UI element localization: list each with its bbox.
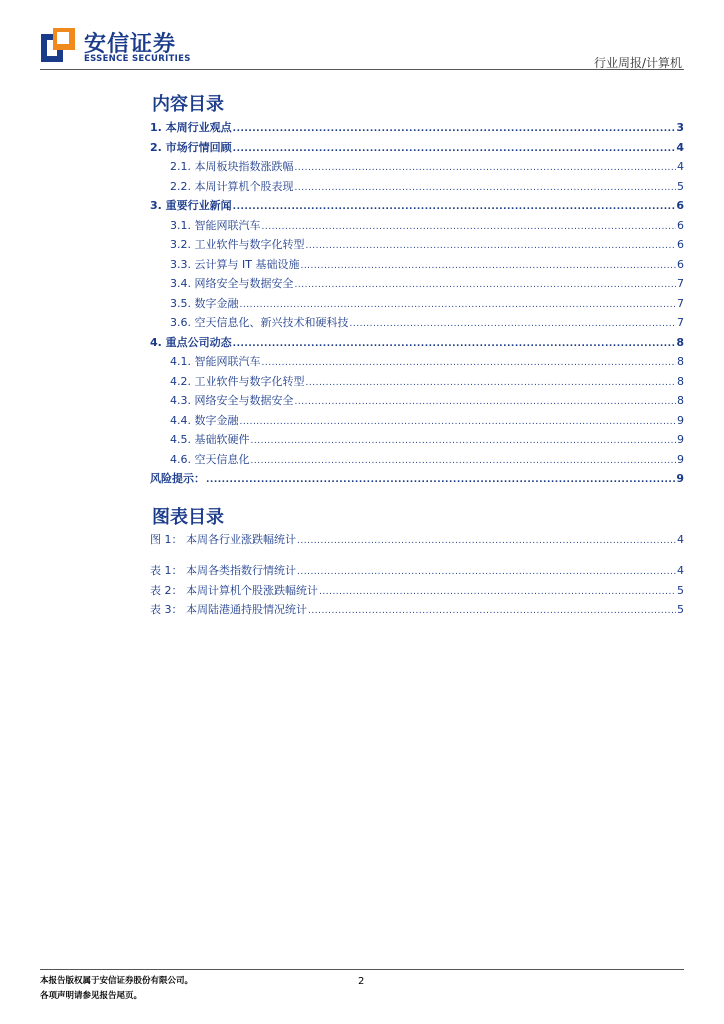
toc-entry-page: 9 xyxy=(677,413,684,427)
dot-leader xyxy=(240,414,677,427)
toc-entry-page: 4 xyxy=(677,160,684,173)
toc-entry[interactable] xyxy=(150,431,684,449)
toc-entry-page: 9 xyxy=(677,433,684,446)
toc-entry[interactable] xyxy=(150,178,684,196)
toc-entry-label: 3.5. 数字金融 xyxy=(170,296,239,310)
figure-entry[interactable] xyxy=(150,531,684,549)
toc-entry-page: 9 xyxy=(677,452,684,466)
toc-entry-page: 7 xyxy=(677,296,684,310)
toc-entry-page: 7 xyxy=(677,277,684,290)
logo-english-name: ESSENCE SECURITIES xyxy=(84,54,191,64)
toc-entry[interactable] xyxy=(150,314,684,332)
toc-entry-label: 2. 市场行情回顾 xyxy=(150,140,232,154)
dot-leader xyxy=(308,603,676,616)
dot-leader xyxy=(251,433,677,446)
toc-entry[interactable] xyxy=(150,451,684,469)
toc-entry[interactable] xyxy=(150,295,684,313)
dot-leader xyxy=(306,238,677,251)
toc-entry-page: 7 xyxy=(677,316,684,329)
toc-entry[interactable] xyxy=(150,119,684,137)
figure-entry-page: 4 xyxy=(677,533,684,546)
dot-leader xyxy=(295,180,677,193)
figure-entry-page: 4 xyxy=(677,564,684,577)
footer-notice: 各项声明请参见报告尾页。 xyxy=(40,991,143,1001)
figure-entry-label: 图 1： 本周各行业涨跌幅统计 xyxy=(150,533,296,546)
toc-entry-label: 风险提示： xyxy=(150,472,205,485)
essence-logo-icon xyxy=(41,28,75,62)
toc-entry[interactable] xyxy=(150,334,684,352)
toc-entry[interactable] xyxy=(150,236,684,254)
toc-entry[interactable] xyxy=(150,158,684,176)
toc-entry-label: 4. 重点公司动态 xyxy=(150,335,232,349)
dot-leader xyxy=(233,336,676,349)
toc-entry[interactable] xyxy=(150,392,684,410)
dot-leader xyxy=(262,355,677,368)
toc-entry[interactable] xyxy=(150,373,684,391)
header-divider xyxy=(40,69,684,70)
toc-entry-label: 4.1. 智能网联汽车 xyxy=(170,355,261,368)
figure-entry-label: 表 1： 本周各类指数行情统计 xyxy=(150,564,296,577)
figure-entry-label: 表 3： 本周陆港通持股情况统计 xyxy=(150,603,307,616)
toc-entry-label: 1. 本周行业观点 xyxy=(150,121,232,134)
figure-entry[interactable] xyxy=(150,562,684,580)
toc-entry[interactable] xyxy=(150,139,684,157)
toc-entry-label: 4.2. 工业软件与数字化转型 xyxy=(170,374,305,388)
toc-entry-page: 8 xyxy=(677,394,684,407)
toc-entry-label: 4.6. 空天信息化 xyxy=(170,452,250,466)
footer-disclaimer xyxy=(40,974,193,1004)
toc-entry-page: 8 xyxy=(676,335,684,349)
report-type: 行业周报/计算机 xyxy=(593,56,682,70)
toc-entry-label: 4.4. 数字金融 xyxy=(170,413,239,427)
toc-entry-page: 5 xyxy=(677,179,684,193)
dot-leader xyxy=(206,472,675,485)
toc-entry-page: 4 xyxy=(676,140,684,154)
toc-entry[interactable] xyxy=(150,256,684,274)
toc-entry[interactable] xyxy=(150,275,684,293)
toc-entry-page: 3 xyxy=(676,121,684,134)
dot-leader xyxy=(251,453,677,466)
dot-leader xyxy=(240,297,677,310)
figure-entry[interactable] xyxy=(150,601,684,619)
dot-leader xyxy=(297,533,676,546)
toc-entry[interactable] xyxy=(150,353,684,371)
dot-leader xyxy=(233,199,676,212)
toc-entry-label: 3.1. 智能网联汽车 xyxy=(170,218,261,232)
page-number: 2 xyxy=(358,976,365,987)
toc-entry-page: 6 xyxy=(677,238,684,251)
footer-divider xyxy=(40,969,684,970)
page-header xyxy=(0,0,724,72)
toc-entry-page: 6 xyxy=(677,218,684,232)
figure-entry[interactable] xyxy=(150,582,684,600)
toc-entry-page: 6 xyxy=(677,257,684,271)
dot-leader xyxy=(295,160,677,173)
toc-entry-label: 3.3. 云计算与 IT 基础设施 xyxy=(170,257,300,271)
dot-leader xyxy=(233,141,676,154)
footer-copyright: 本报告版权属于安信证券股份有限公司。 xyxy=(40,976,194,986)
dot-leader xyxy=(300,258,676,271)
toc-entry-page: 6 xyxy=(676,199,684,212)
toc-entry-label: 3. 重要行业新闻 xyxy=(150,199,232,212)
toc-entry-page: 9 xyxy=(676,472,684,485)
figure-entry-page: 5 xyxy=(677,603,684,616)
toc-entry[interactable] xyxy=(150,217,684,235)
toc-entry[interactable] xyxy=(150,412,684,430)
toc-entry-page: 8 xyxy=(677,374,684,388)
toc-entry-page: 8 xyxy=(677,355,684,368)
toc-entry-label: 3.2. 工业软件与数字化转型 xyxy=(170,238,305,251)
toc-entry-label: 3.6. 空天信息化、新兴技术和硬科技 xyxy=(170,316,349,329)
dot-leader xyxy=(319,584,676,597)
dot-leader xyxy=(350,316,677,329)
toc-entry[interactable] xyxy=(150,470,684,488)
toc-entry-label: 4.3. 网络安全与数据安全 xyxy=(170,394,294,407)
toc-entry[interactable] xyxy=(150,197,684,215)
dot-leader xyxy=(295,277,677,290)
figure-entry-label: 表 2： 本周计算机个股涨跌幅统计 xyxy=(150,583,318,597)
toc-title: 内容目录 xyxy=(152,94,224,115)
figure-entry-page: 5 xyxy=(677,583,684,597)
dot-leader xyxy=(233,121,676,134)
dot-leader xyxy=(262,219,677,232)
dot-leader xyxy=(306,375,677,388)
toc-entry-label: 2.2. 本周计算机个股表现 xyxy=(170,179,294,193)
toc-entry-label: 2.1. 本周板块指数涨跌幅 xyxy=(170,160,294,173)
dot-leader xyxy=(297,564,676,577)
dot-leader xyxy=(295,394,677,407)
figures-title: 图表目录 xyxy=(152,507,224,528)
toc-entry-label: 4.5. 基础软硬件 xyxy=(170,433,250,446)
logo-chinese-name: 安信证券 xyxy=(84,32,177,57)
toc-entry-label: 3.4. 网络安全与数据安全 xyxy=(170,277,294,290)
